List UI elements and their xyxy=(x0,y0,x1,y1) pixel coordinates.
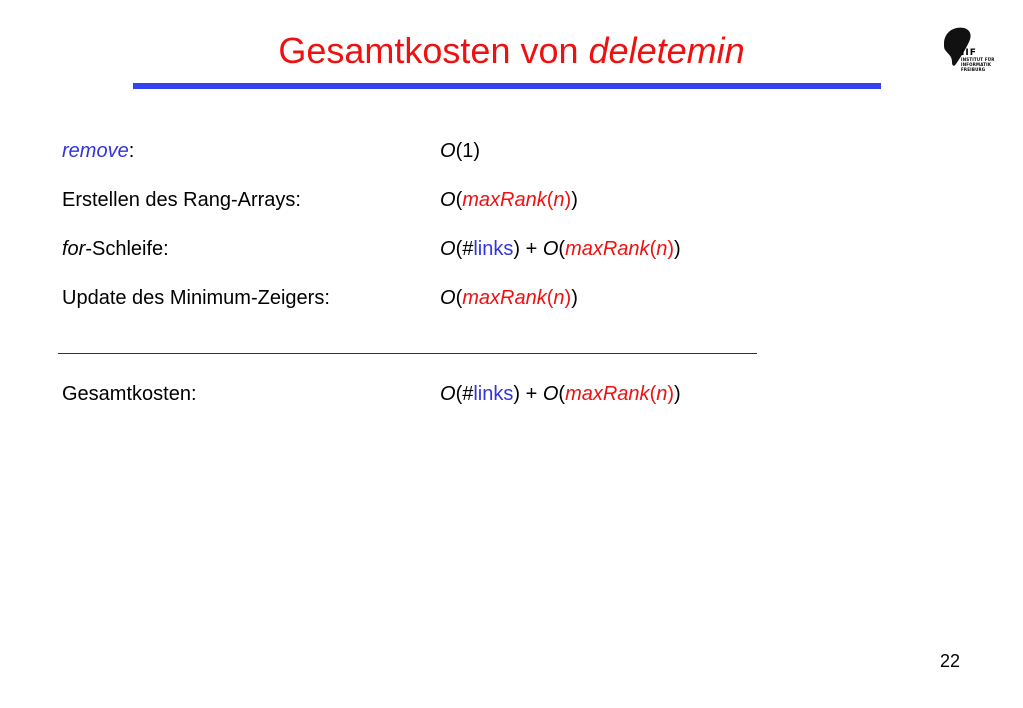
paren: (# xyxy=(455,238,474,260)
title-underline xyxy=(133,83,881,89)
big-o: O xyxy=(440,189,456,211)
logo-line-1: INSTITUT FÜR xyxy=(961,57,995,62)
constant: 1 xyxy=(462,140,474,162)
paren: ( xyxy=(546,287,554,309)
maxrank-fn: maxRank xyxy=(565,383,650,405)
maxrank-fn: maxRank xyxy=(565,238,650,260)
row-label xyxy=(62,238,169,261)
paren: ) xyxy=(571,287,578,309)
var-n: n xyxy=(656,238,668,260)
row-label: Update des Minimum-Zeigers: xyxy=(62,287,330,309)
var-n: n xyxy=(553,287,565,309)
links-term: links xyxy=(473,383,514,405)
links-term: links xyxy=(473,238,514,260)
row-value xyxy=(440,238,681,261)
paren: ) xyxy=(564,287,572,309)
logo-caption xyxy=(961,57,1001,72)
plus: + xyxy=(520,383,543,405)
paren: ) xyxy=(473,140,481,162)
plus: + xyxy=(520,238,543,260)
row-value xyxy=(440,287,578,310)
row-label: Erstellen des Rang-Arrays: xyxy=(62,189,301,211)
slide-title xyxy=(0,30,1023,72)
paren: ) xyxy=(564,189,572,211)
total-value xyxy=(440,383,681,406)
sum-divider xyxy=(58,353,757,354)
big-o: O xyxy=(440,287,456,309)
total-label: Gesamtkosten: xyxy=(62,383,197,405)
paren: ) xyxy=(667,238,675,260)
paren: ) xyxy=(513,383,521,405)
paren: ) xyxy=(513,238,521,260)
big-o: O xyxy=(542,383,559,405)
logo-line-3: FREIBURG xyxy=(961,67,986,72)
big-o: O xyxy=(440,140,456,162)
page-number: 22 xyxy=(940,651,961,671)
slide-title-emphasis: deletemin xyxy=(588,30,745,71)
maxrank-fn: maxRank xyxy=(462,189,547,211)
var-n: n xyxy=(553,189,565,211)
label-emphasis: remove xyxy=(62,140,129,162)
var-n: n xyxy=(656,383,668,405)
row-value xyxy=(440,189,578,212)
paren: ( xyxy=(455,140,463,162)
paren: ( xyxy=(455,189,463,211)
paren: ) xyxy=(674,383,681,405)
row-value xyxy=(440,140,480,163)
paren: (# xyxy=(455,383,474,405)
slide-title-text: Gesamtkosten von xyxy=(278,30,589,71)
paren: ( xyxy=(558,383,566,405)
paren: ) xyxy=(571,189,578,211)
big-o: O xyxy=(440,383,456,405)
label-emphasis: for xyxy=(62,238,86,260)
logo-abbrev: IIF xyxy=(961,48,977,58)
paren: ( xyxy=(649,238,657,260)
row-label xyxy=(62,140,134,163)
logo-line-2: INFORMATIK xyxy=(961,62,992,67)
label-rest: : xyxy=(128,140,135,162)
big-o: O xyxy=(542,238,559,260)
maxrank-fn: maxRank xyxy=(462,287,547,309)
paren: ) xyxy=(667,383,675,405)
big-o: O xyxy=(440,238,456,260)
paren: ( xyxy=(546,189,554,211)
paren: ( xyxy=(558,238,566,260)
paren: ) xyxy=(674,238,681,260)
paren: ( xyxy=(649,383,657,405)
paren: ( xyxy=(455,287,463,309)
label-rest: -Schleife: xyxy=(85,238,169,260)
